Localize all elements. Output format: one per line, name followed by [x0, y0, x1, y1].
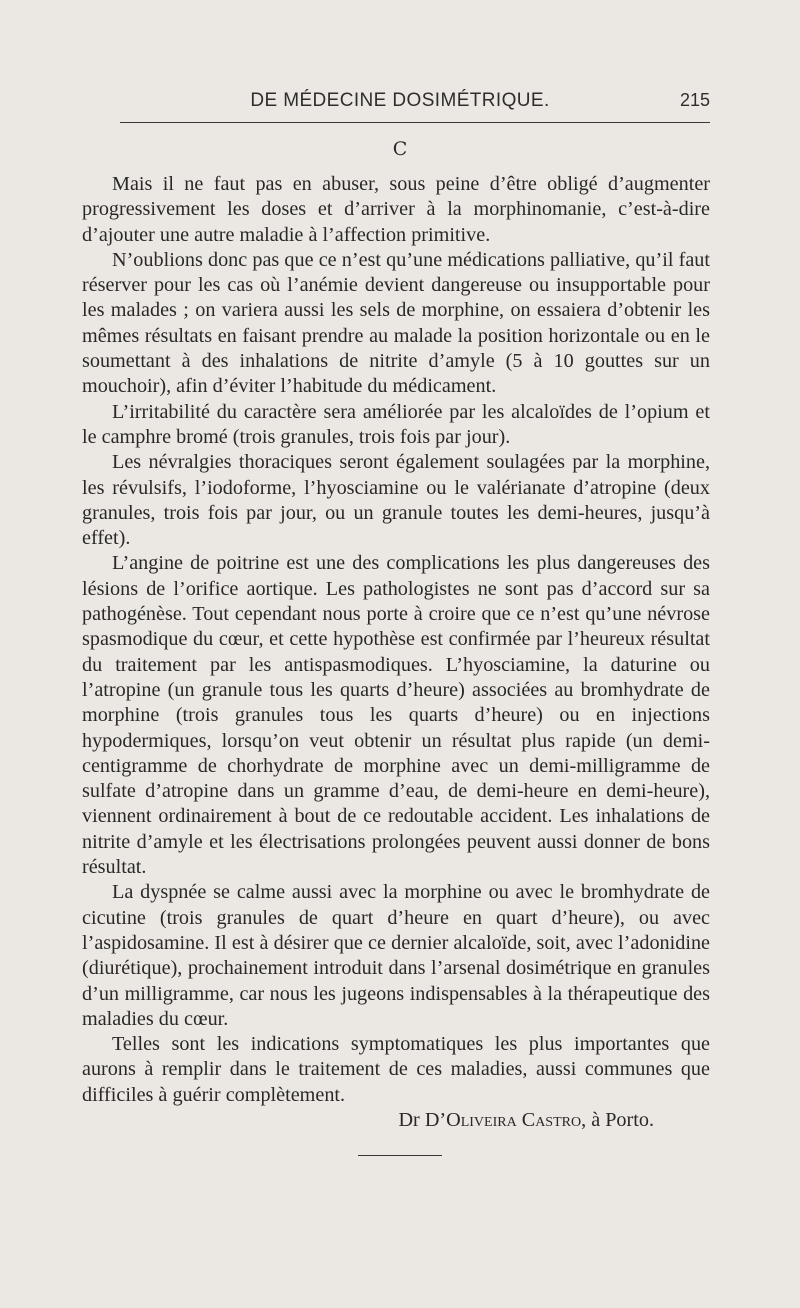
- paragraph: Les névralgies thoraciques seront également soulagées par la morphine, les révulsifs, l’iodoforme, l’hyosciamine ou le valérianate d’atropine (deux granules, trois fois par jour, ou un granule toutes les demi-heures, jusqu’à effet).: [82, 451, 710, 550]
- signature-place: , à Porto.: [581, 1108, 654, 1131]
- paragraph: Telles sont les indications symptomatiques les plus importantes que aurons à remplir dans le traitement de ces maladies, aussi communes que difficiles à guérir complètement.: [82, 1033, 710, 1106]
- running-title: DE MÉDECINE DOSIMÉTRIQUE.: [250, 90, 550, 111]
- paragraph: Mais il ne faut pas en abuser, sous peine d’être obligé d’augmenter progressivement les doses et d’arriver à la morphinomanie, c’est-à-dire d’ajouter une autre maladie à l’affection primitive.: [82, 173, 710, 246]
- paragraph: La dyspnée se calme aussi avec la morphine ou avec le bromhydrate de cicutine (trois granules de quart d’heure en quart d’heure), ou avec l’aspidosamine. Il est à désirer que ce dernier alcaloïde, soit, avec l’adonidine (diurétique), prochainement introduit dans l’arsenal dosimétrique en granules d’un milligramme, car nous les jugeons indispensables à la thérapeutique des maladies du cœur.: [82, 881, 710, 1030]
- page-number: 215: [679, 90, 710, 110]
- signature: [82, 1108, 710, 1133]
- header-rule: [120, 122, 710, 123]
- paragraph: L’angine de poitrine est une des complications les plus dangereuses des lésions de l’orifice aortique. Les pathologistes ne sont pas d’accord sur sa pathogénèse. Tout cependant nous porte à croire que ce n’est qu’une névrose spasmodique du cœur, et cette hypothèse est confirmée par l’heureux résultat du traitement par les antispasmodiques. L’hyosciamine, la daturine ou l’atropine (un granule tous les quarts d’heure) associées au bromhydrate de morphine (trois granules tous les quarts d’heure) ou en injections hypodermiques, lorsqu’on veut obtenir un résultat plus rapide (un demi-centigramme de chorhydrate de morphine avec un demi-milligramme de sulfate d’atropine dans un gramme d’eau, de demi-heure en demi-heure), viennent ordinairement à bout de ce redoutable accident. Les inhalations de nitrite d’amyle et les électrisations prolongées peuvent aussi donner de bons résultat.: [82, 552, 710, 879]
- page-header: [120, 90, 710, 116]
- signature-name: D’Oliveira Castro: [424, 1108, 582, 1131]
- section-letter: C: [392, 138, 408, 160]
- paragraph: L’irritabilité du caractère sera améliorée par les alcaloïdes de l’opium et le camphre bromé (trois granules, trois fois par jour).: [82, 400, 710, 448]
- body-text: [82, 172, 710, 1133]
- end-rule: [358, 1155, 442, 1156]
- signature-title: Dr: [398, 1108, 420, 1131]
- paragraph: N’oublions donc pas que ce n’est qu’une médications palliative, qu’il faut réserver pour les cas où l’anémie devient dangereuse ou insupportable pour les malades ; on variera aussi les sels de morphine, on essaiera d’obtenir les mêmes résultats en faisant prendre au malade la position horizontale ou en le soumettant à des inhalations de nitrite d’amyle (5 à 10 gouttes sur un mouchoir), afin d’éviter l’habitude du médicament.: [82, 248, 710, 398]
